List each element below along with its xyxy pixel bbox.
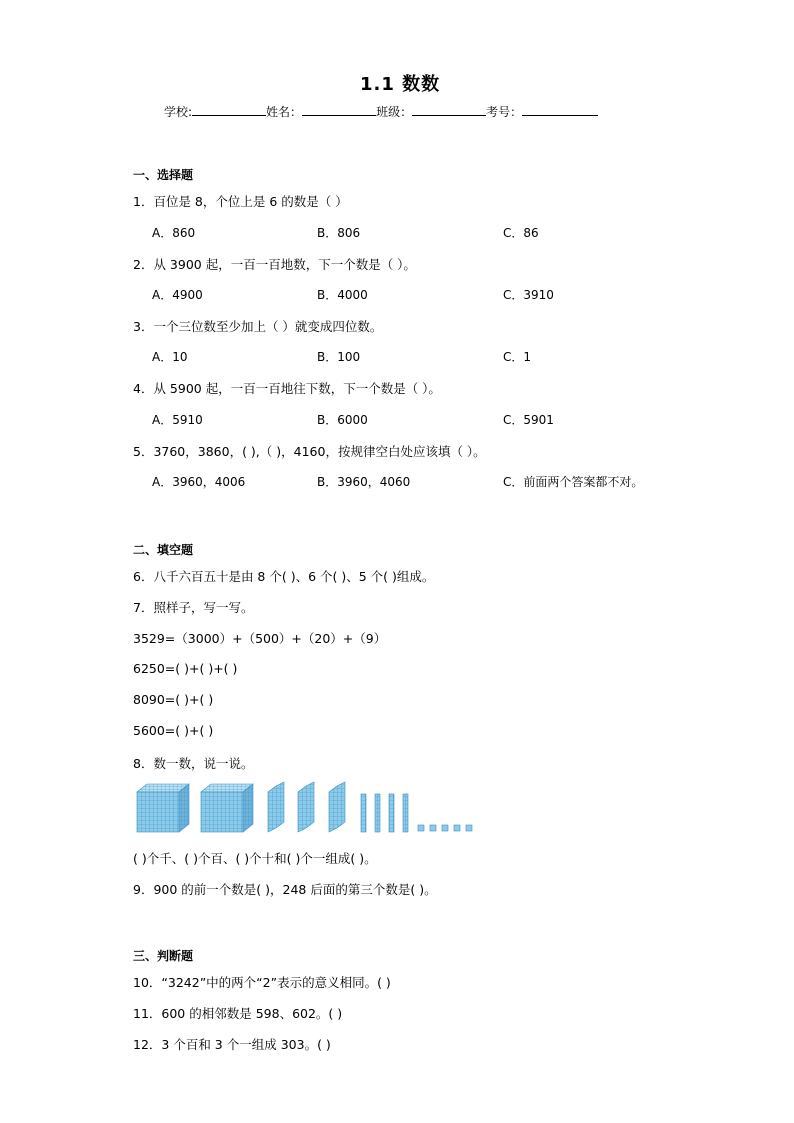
question-5-option-a[interactable]: A．3960，4006: [152, 475, 246, 489]
question-1-option-c[interactable]: C．86: [503, 226, 539, 240]
question-6: 6．八千六百五十是由 8 个( )、6 个( )、5 个( )组成。: [133, 569, 435, 584]
question-4-option-b[interactable]: B．6000: [317, 413, 368, 427]
exam-no-blank[interactable]: [522, 103, 598, 116]
question-4: 4．从 5900 起，一百一百地往下数，下一个数是（ ）。: [133, 381, 441, 396]
question-7: 7．照样子，写一写。: [133, 600, 254, 615]
question-7-line-c: 5600=( )+( ): [133, 723, 214, 738]
question-2-option-c[interactable]: C．3910: [503, 288, 554, 302]
question-4-option-a[interactable]: A．5910: [152, 413, 203, 427]
question-4-option-c[interactable]: C．5901: [503, 413, 554, 427]
one-unit: [418, 825, 424, 831]
name-label: 姓名：: [266, 105, 303, 119]
question-8: 8．数一数，说一说。: [133, 756, 254, 771]
hundred-flat: [268, 782, 284, 832]
page-title: 1.1 数数: [360, 74, 441, 95]
class-label: 班级：: [376, 105, 413, 119]
question-12: 12．3 个百和 3 个一组成 303。( ): [133, 1037, 331, 1052]
question-3-option-a[interactable]: A．10: [152, 350, 188, 364]
ten-rod: [361, 794, 366, 832]
question-3-option-c[interactable]: C．1: [503, 350, 532, 364]
base-ten-blocks-figure: [133, 780, 493, 836]
thousand-cube: [137, 784, 189, 832]
class-blank[interactable]: [412, 103, 486, 116]
question-11: 11．600 的相邻数是 598、602。( ): [133, 1006, 343, 1021]
ten-rod: [375, 794, 380, 832]
name-blank[interactable]: [302, 103, 376, 116]
question-9: 9．900 的前一个数是( )，248 后面的第三个数是( )。: [133, 882, 437, 897]
question-2-option-a[interactable]: A．4900: [152, 288, 203, 302]
school-label: 学校:: [164, 105, 193, 119]
question-5: 5．3760，3860，( ),（ )，4160，按规律空白处应该填（ ）。: [133, 444, 486, 459]
one-unit: [466, 825, 472, 831]
one-unit: [454, 825, 460, 831]
thousand-cube: [201, 784, 253, 832]
student-info: [164, 103, 598, 120]
section-choice-heading: 一、选择题: [133, 168, 194, 182]
question-1: 1．百位是 8，个位上是 6 的数是（ ）: [133, 194, 348, 209]
section-fill-heading: 二、填空题: [133, 543, 194, 557]
question-5-option-c[interactable]: C．前面两个答案都不对。: [503, 475, 644, 489]
question-1-option-b[interactable]: B．806: [317, 226, 361, 240]
question-5-option-b[interactable]: B．3960，4060: [317, 475, 411, 489]
one-unit: [442, 825, 448, 831]
hundred-flat: [298, 782, 314, 832]
question-7-line-b: 8090=( )+( ): [133, 692, 214, 707]
one-unit: [430, 825, 436, 831]
ten-rod: [403, 794, 408, 832]
question-10: 10．“3242”中的两个“2”表示的意义相同。( ): [133, 975, 391, 990]
section-judge-heading: 三、判断题: [133, 949, 194, 963]
ten-rod: [389, 794, 394, 832]
question-3: 3．一个三位数至少加上（ ）就变成四位数。: [133, 319, 383, 334]
question-8-answer: ( )个千、( )个百、( )个十和( )个一组成( )。: [133, 851, 377, 866]
question-7-line-a: 6250=( )+( )+( ): [133, 661, 238, 676]
question-3-option-b[interactable]: B．100: [317, 350, 361, 364]
question-7-example: 3529=（3000）+（500）+（20）+（9）: [133, 631, 387, 646]
exam-no-label: 考号：: [486, 105, 523, 119]
question-2: 2．从 3900 起，一百一百地数，下一个数是（ ）。: [133, 257, 416, 272]
question-1-option-a[interactable]: A．860: [152, 226, 196, 240]
question-2-option-b[interactable]: B．4000: [317, 288, 368, 302]
hundred-flat: [329, 782, 345, 832]
school-blank[interactable]: [192, 103, 266, 116]
